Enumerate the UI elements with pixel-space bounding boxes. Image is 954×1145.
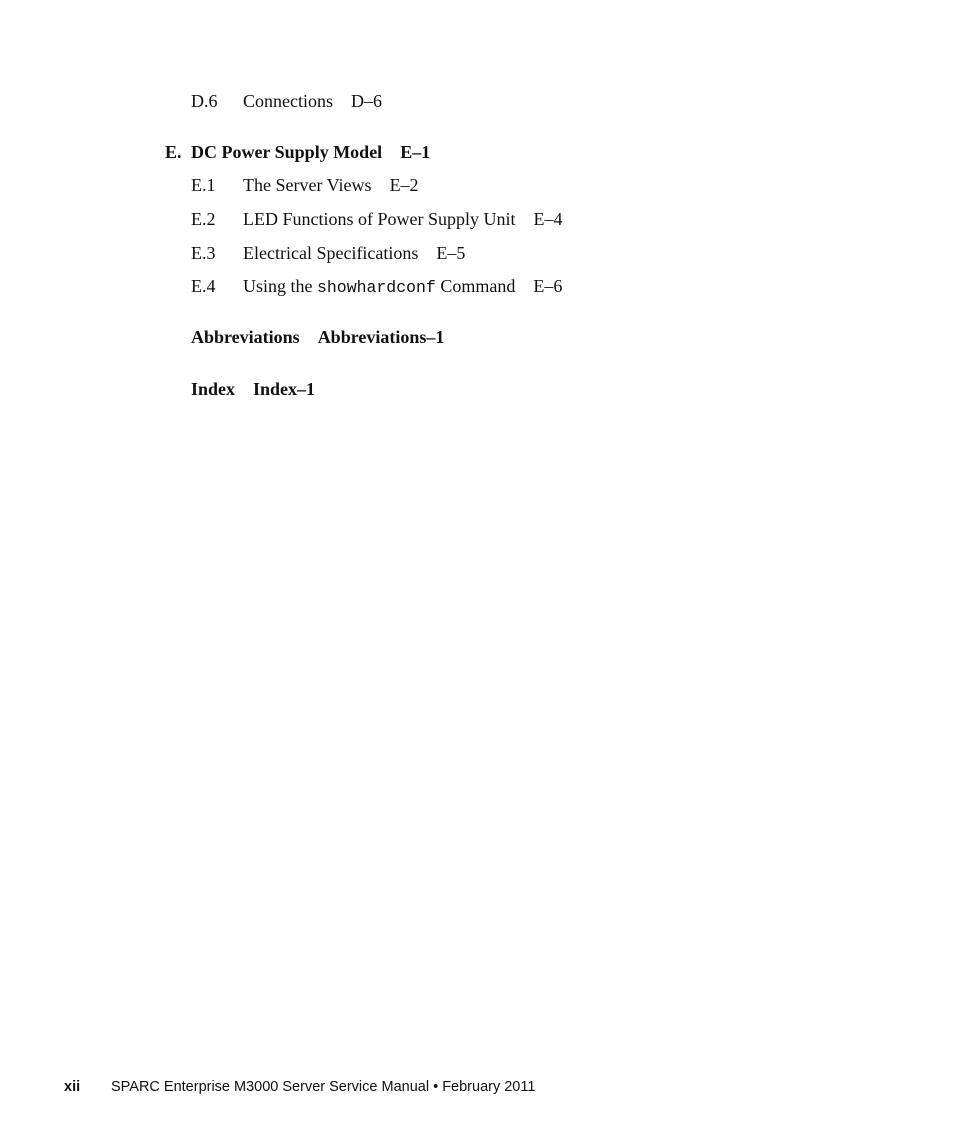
page-reference: E–4 [533,209,563,229]
section-title-suffix: Command [440,276,516,296]
section-title: Electrical Specifications [243,243,419,263]
section-number: E.1 [191,175,216,195]
page-footer [64,1078,535,1096]
section-title-prefix: Using the [243,276,313,296]
command-name: showhardconf [317,278,436,297]
page-reference: E–2 [389,175,419,195]
section-title: LED Functions of Power Supply Unit [243,209,516,229]
page-reference: Abbreviations–1 [317,327,445,347]
appendix-letter: E. [165,142,182,162]
footer-page-number: xii [64,1079,81,1095]
page-reference: E–5 [436,243,466,263]
page-reference: E–6 [533,276,563,296]
section-number: E.4 [191,276,216,296]
page-reference: Index–1 [253,379,316,399]
section-number: D.6 [191,91,218,111]
page-reference: D–6 [351,91,382,111]
appendix-title: DC Power Supply Model [191,142,383,162]
page-reference: E–1 [400,142,431,162]
section-number: E.2 [191,209,216,229]
section-title: The Server Views [243,175,372,195]
abbreviations-title: Abbreviations [191,327,300,347]
footer-text: SPARC Enterprise M3000 Server Service Manual • February 2011 [111,1079,536,1095]
section-title: Connections [243,91,333,111]
index-title: Index [191,379,236,399]
section-number: E.3 [191,243,216,263]
